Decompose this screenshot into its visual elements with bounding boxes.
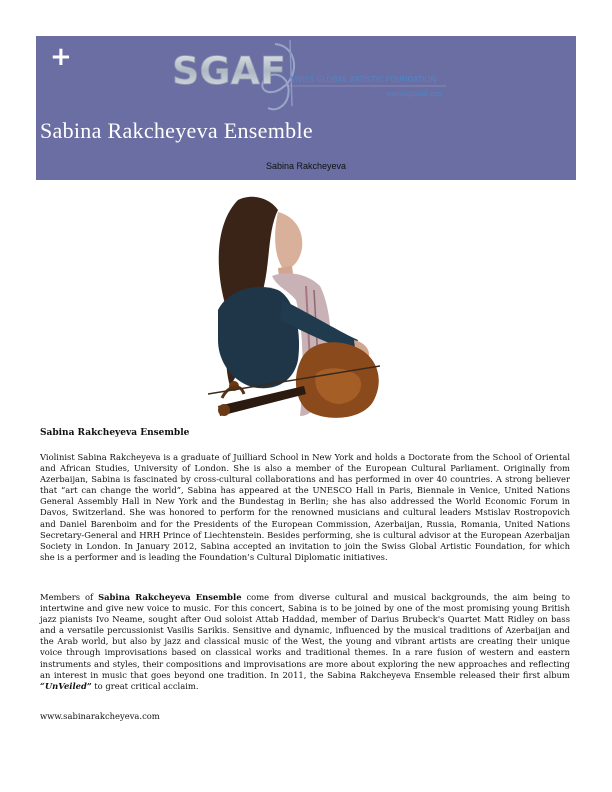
- sgaf-logo: [170, 36, 450, 114]
- section-heading: Sabina Rakcheyeva Ensemble: [40, 428, 190, 438]
- violinist-photo: [208, 190, 380, 426]
- bio-paragraph-2-body: come from diverse cultural and musical backgrounds, the aim being to intertwine and give new voice to music. For this concert, Sabina is to be joined by one of the most promising young British jazz pianists Ivo Neame, sought after Oud soloist Attab Haddad, member of Darius Brubeck's Quartet Matt Ridley on bass and a versatile percussionist Vasilis Sarikis. Sensitive and dynamic, influenced by the musical traditions of Azerbaijan and the Arab world, but also by jazz and classical music of the West, the young and vibrant artists are creating their unique voice through improvisations based on classical works and traditional themes. In a rare fusion of western and eastern instruments and styles, their compositions and improvisations are more about exploring the new approaches and reflecting an interest in music that goes beyond one tradition. In 2011, the Sabina Rakcheyeva Ensemble released their first album: [40, 592, 570, 680]
- logo-foundation-name: SWISS GLOBAL ARTISTIC FOUNDATION: [290, 75, 437, 84]
- logo-url: swissglobal.org: [386, 89, 442, 98]
- plus-icon[interactable]: +: [50, 42, 72, 72]
- bio-paragraph-2-intro: Members of: [40, 592, 99, 602]
- website-link[interactable]: www.sabinarakcheyeva.com: [40, 711, 160, 721]
- page-subtitle: Sabina Rakcheyeva: [265, 161, 347, 171]
- header-banner: [36, 36, 576, 180]
- bio-paragraph-2-end: to great critical acclaim.: [91, 680, 199, 691]
- bio-paragraph-1: Violinist Sabina Rakcheyeva is a graduate of Juilliard School in New York and holds a Doctorate from the School of Oriental and African Studies, University of London. She is also a member of the European Cultural Parliament. Originally from Azerbaijan, Sabina is fascinated by cross-cultural collaborations and has performed in over 40 countries. A strong believer that “art can change the world”, Sabina has appeared at the UNESCO Hall in Paris, Biennale in Venice, United Nations General Assembly Hall in New York and the Bundestag in Berlin; she has also addressed the World Economic Forum in Davos, Switzerland. She was honored to perform for the renowned musicians and cultural leaders Mstislav Rostropovich and Daniel Barenboim and for the Presidents of the European Commission, Azerbaijan, Russia, Romania, United Nations Secretary-General and HRH Prince of Liechtenstein. Besides performing, she is cultural advisor at the European Azerbaijan Society in London. In January 2012, Sabina accepted an invitation to join the Swiss Global Artistic Foundation, for which she is a performer and is leading the Foundation’s Cultural Diplomatic initiatives.: [40, 452, 570, 562]
- ensemble-name-bold: Sabina Rakcheyeva Ensemble: [98, 592, 242, 602]
- bio-paragraph-2: [40, 592, 570, 692]
- logo-mark: SGAF: [172, 49, 286, 93]
- album-title: “UnVeiled”: [40, 680, 92, 691]
- page-title: Sabina Rakcheyeva Ensemble: [40, 118, 313, 143]
